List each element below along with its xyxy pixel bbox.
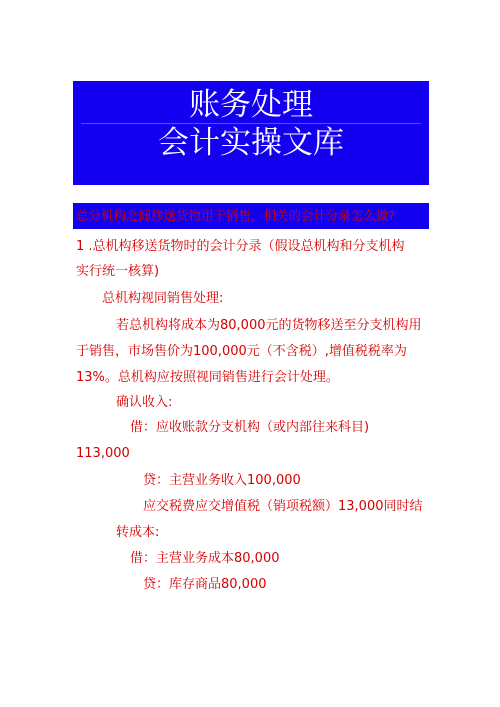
section-heading-line2: 实行统一核算) xyxy=(76,264,160,279)
paragraph-line3: 13%。总机构应按照视同销售进行会计处理。 xyxy=(76,370,339,385)
confirm-income-label: 确认收入: xyxy=(116,395,173,410)
banner-divider xyxy=(81,123,421,124)
debit-receivable-entry: 借：应收账款分支机构（或内部往来科目) xyxy=(130,420,370,435)
vat-entry: 应交税费应交增值税（销项税额）13,000同时结 xyxy=(143,499,423,514)
credit-revenue-entry: 贷：主营业务收入100,000 xyxy=(143,473,301,488)
debit-cost-entry: 借：主营业务成本80,000 xyxy=(130,551,280,566)
paragraph-line2: 于销售，市场售价为100,000元（不含税）,增值税税率为 xyxy=(76,344,407,359)
question-heading: 总分机构之间移送货物用于销售，相关的会计分录怎么做? xyxy=(73,203,429,229)
banner-title-line2: 会计实操文库 xyxy=(158,125,344,161)
section-heading-line1: 1 .总机构移送货物时的会计分录（假设总机构和分支机构 xyxy=(76,239,405,254)
transfer-cost-label: 转成本: xyxy=(116,525,160,540)
banner-title-line1: 账务处理 xyxy=(189,87,313,123)
subheading: 总机构视同销售处理: xyxy=(102,291,224,306)
credit-inventory-entry: 贷：库存商品80,000 xyxy=(143,577,267,592)
paragraph-line1: 若总机构将成本为80,000元的货物移送至分支机构用 xyxy=(116,318,422,333)
receivable-amount: 113,000 xyxy=(76,446,130,461)
title-banner xyxy=(73,81,429,185)
